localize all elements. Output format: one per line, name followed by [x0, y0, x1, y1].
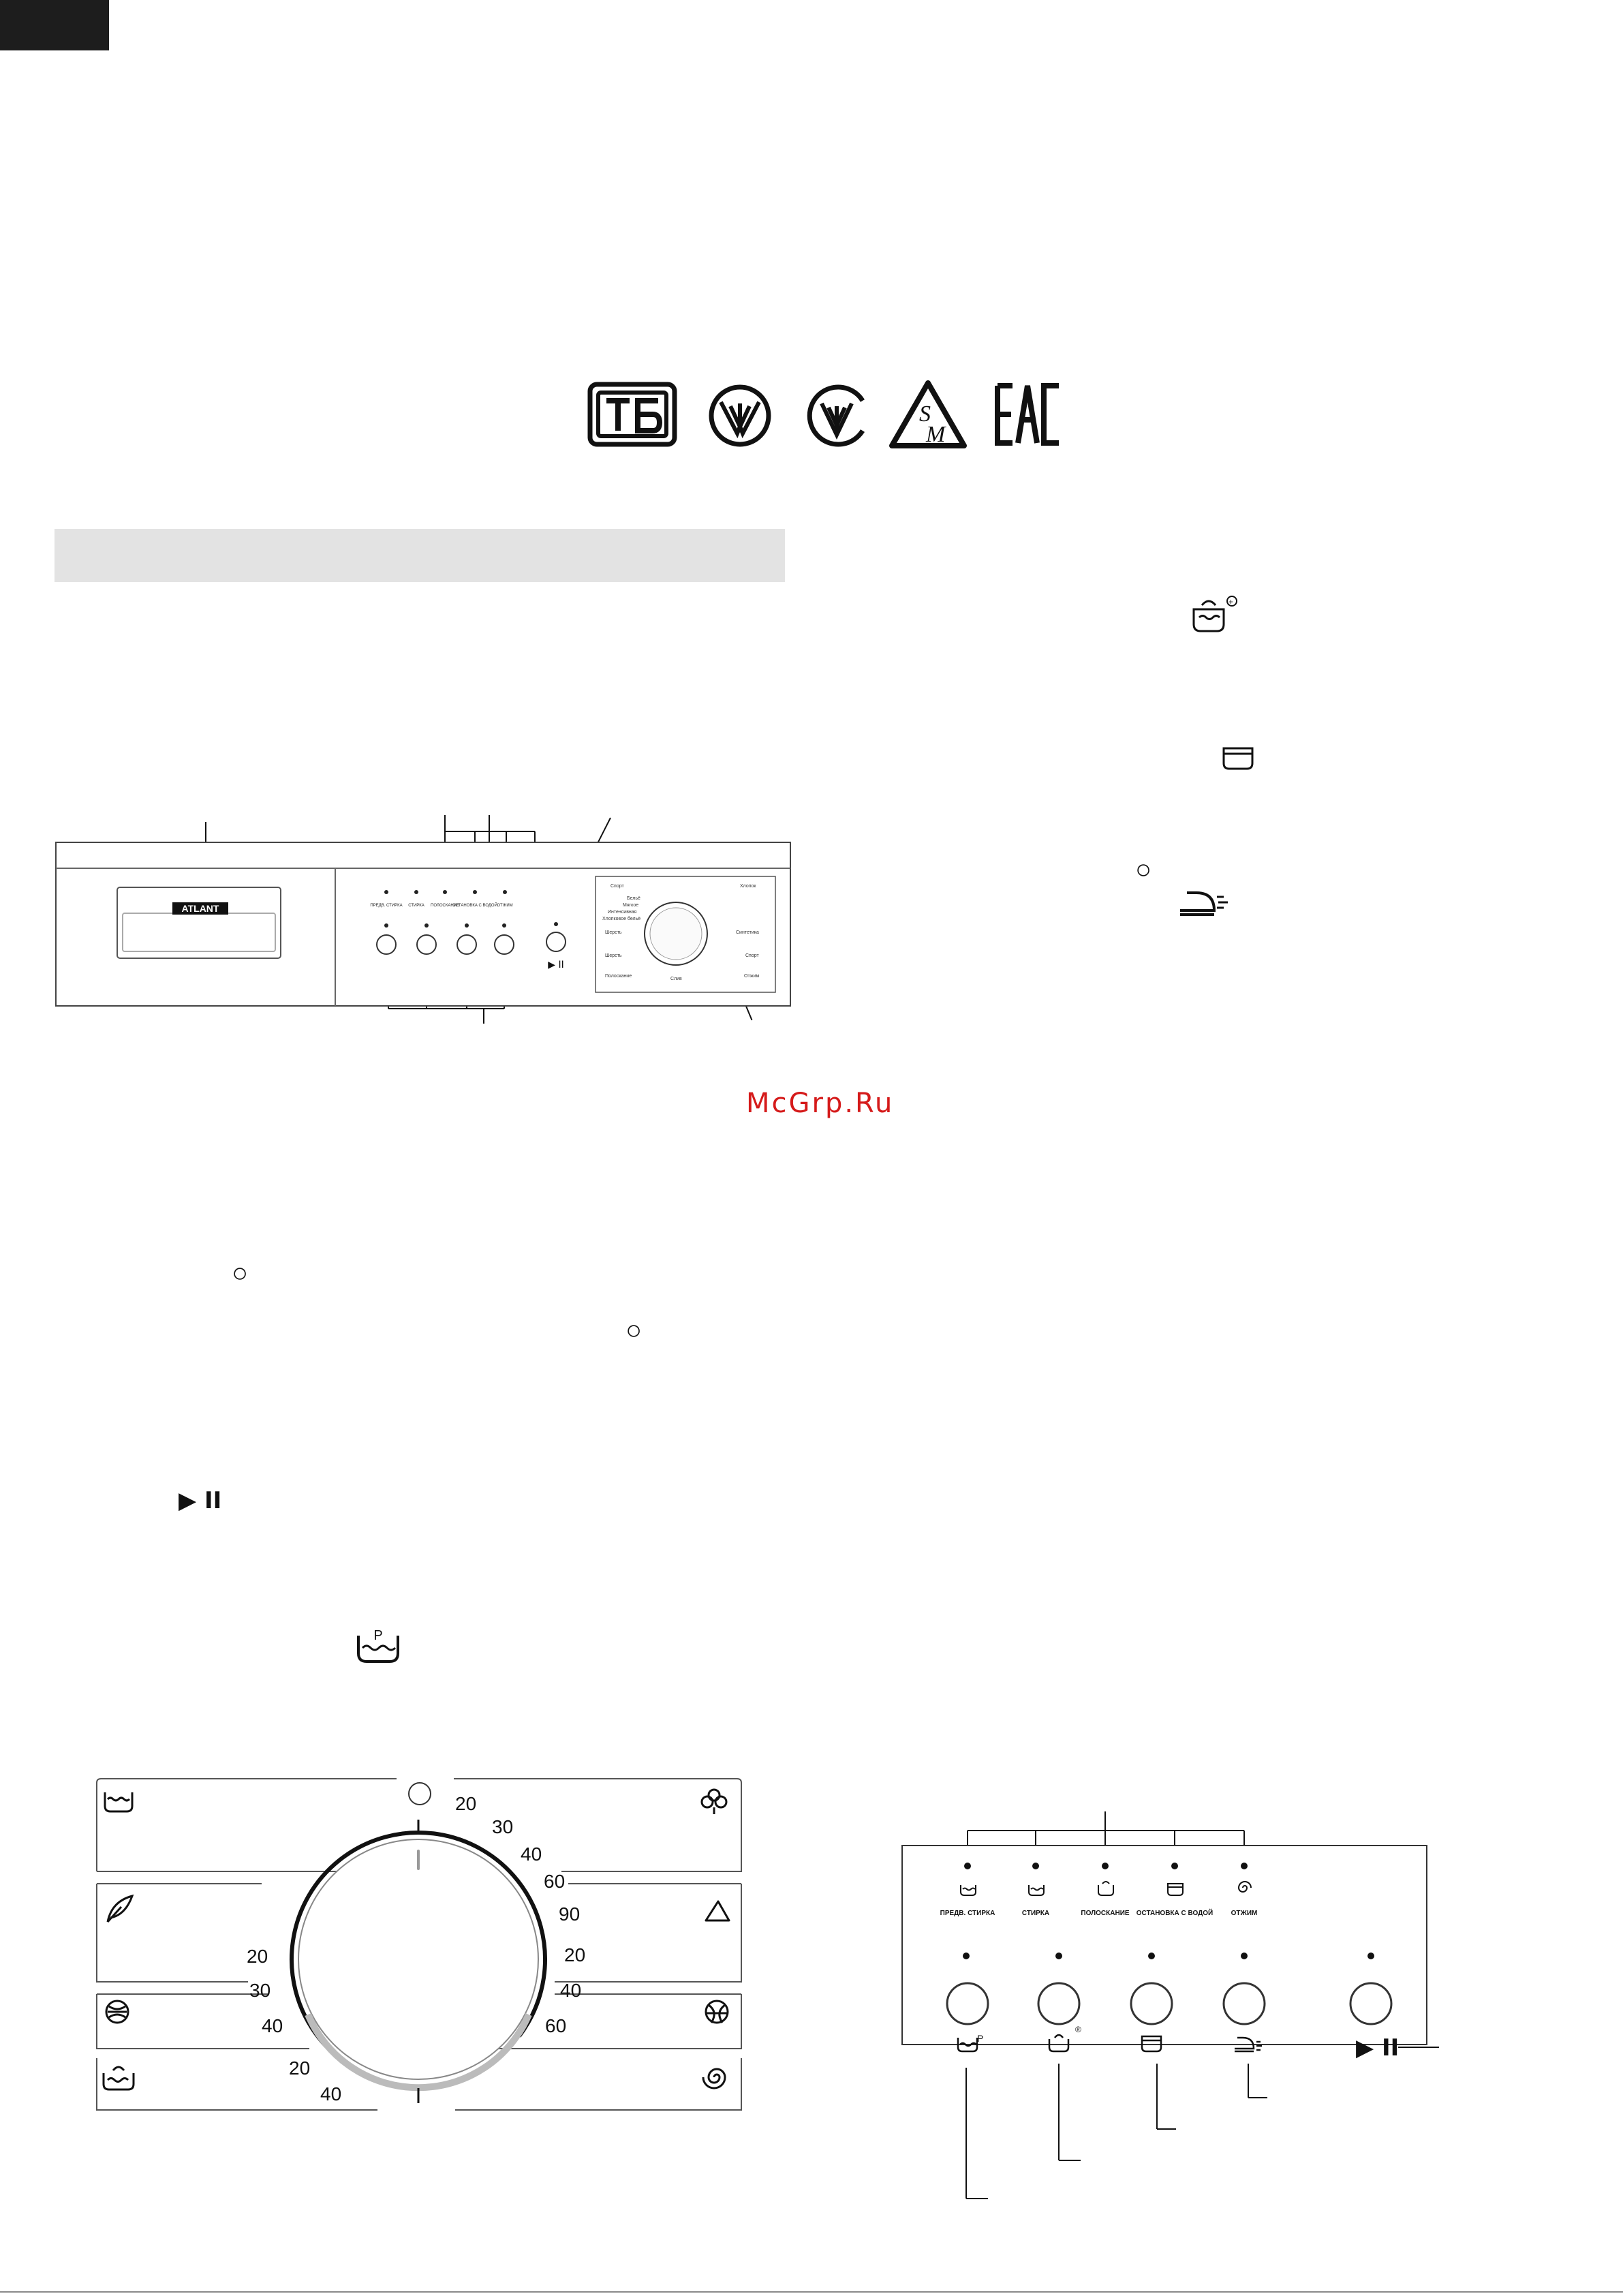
mini-dial-label: Слив [670, 977, 682, 981]
mini-dial-label: Хлопковое бельё [602, 917, 641, 921]
front-panel-diagram [55, 811, 797, 1043]
temp-label: 20 [564, 1944, 586, 1965]
spin-button[interactable] [1224, 1983, 1265, 2024]
eac-mark-icon [993, 382, 1062, 447]
play-pause-symbol: ▶ II [179, 1487, 222, 1514]
svg-text:S: S [919, 401, 931, 427]
sport-ball-icon [706, 2001, 728, 2023]
plus-mark: + [1228, 597, 1234, 607]
bottom-rule [0, 2291, 1623, 2293]
program-dial-diagram [91, 1769, 759, 2205]
wool-icon [106, 2001, 128, 2023]
temp-label: 90 [559, 1903, 581, 1925]
temp-label: 40 [521, 1843, 542, 1865]
rinse-icon [104, 2067, 134, 2090]
prewash-button[interactable] [377, 935, 396, 954]
section-header-bar [55, 529, 785, 582]
temp-label: 20 [455, 1793, 477, 1814]
label-water-stop: ОСТАНОВКА С ВОДОЙ [1136, 1910, 1214, 1917]
mini-dial-label: Интенсивная [608, 910, 637, 915]
label-rinse: ПОЛОСКАНИЕ [1081, 1910, 1130, 1917]
start-pause-symbol: ▶ II [1356, 2034, 1400, 2062]
start-pause-button[interactable] [546, 932, 566, 951]
panel-delicate-frame [97, 1884, 262, 1982]
temp-label: 60 [545, 2015, 567, 2036]
temp-label: 20 [247, 1946, 268, 1967]
spin-button[interactable] [495, 935, 514, 954]
dial-indicator-led [409, 1783, 431, 1805]
mini-dial-label: Спорт [745, 953, 759, 958]
water-stop-button[interactable] [457, 935, 476, 954]
temp-label: 30 [249, 1980, 271, 2001]
circle-marker: ○ [232, 1258, 249, 1288]
ukraine-conformity-mark-icon [706, 383, 774, 448]
mini-dial-label: Бельё [627, 896, 640, 901]
temp-label: 40 [560, 1980, 582, 2001]
prewash-button[interactable] [947, 1983, 988, 2024]
smm-mark-icon [888, 379, 968, 450]
mini-dial-label: Полоскание [605, 974, 632, 979]
water-stop-button[interactable] [1131, 1983, 1172, 2024]
control-panel-diagram [901, 1809, 1446, 2204]
mini-dial-label: Мягкое [623, 903, 639, 908]
mini-dial-label: Отжим [744, 974, 760, 979]
ctb-mark-icon [587, 382, 677, 447]
temp-label: 30 [492, 1816, 514, 1837]
mini-label-prewash: ПРЕДВ. СТИРКА [370, 904, 403, 908]
label-prewash: ПРЕДВ. СТИРКА [940, 1910, 995, 1917]
mini-label-rinse: ПОЛОСКАНИЕ [431, 904, 459, 908]
mini-label-spin: ОТЖИМ [497, 904, 513, 908]
mini-dial-label: Спорт [610, 884, 624, 889]
start-pause-symbol: ▶ II [548, 960, 564, 970]
svg-text:M: M [926, 422, 946, 447]
prewash-letter: P [373, 1628, 383, 1643]
mini-dial-label: Хлопок [740, 884, 756, 889]
temp-label: 20 [289, 2057, 311, 2079]
mini-label-wash: СТИРКА [408, 904, 424, 908]
mini-dial-label: Шерсть [605, 953, 622, 958]
registered-mark: ® [1075, 2025, 1081, 2034]
circle-marker: ○ [625, 1315, 643, 1345]
temp-label: 40 [320, 2083, 342, 2104]
prewash-button-letter: P [977, 2033, 984, 2044]
temp-label: 60 [544, 1871, 566, 1892]
spin-iron-icon [1177, 883, 1229, 917]
page-tab [0, 0, 109, 50]
watermark: McGrp.Ru [746, 1088, 895, 1119]
mini-dial-label: Шерсть [605, 930, 622, 935]
program-knob[interactable] [298, 1839, 538, 2079]
brand-label: ATLANT [181, 903, 219, 914]
panel-synthetics-frame [555, 1884, 741, 1982]
water-stop-icon [1221, 746, 1255, 771]
panel-spin-frame [455, 2058, 741, 2110]
wash-tub-icon [105, 1792, 132, 1811]
ukraine-conformity-mark-c-icon [804, 383, 872, 448]
start-pause-button[interactable] [1350, 1983, 1391, 2024]
temp-label: 40 [262, 2015, 283, 2036]
panel-wash-frame [97, 1779, 397, 1871]
spin-spiral-icon [703, 2069, 725, 2088]
intensive-rinse-icon [1191, 594, 1239, 635]
feather-icon [108, 1896, 132, 1922]
label-wash: СТИРКА [1021, 1910, 1050, 1917]
synthetics-icon [706, 1901, 729, 1920]
mini-label-water-stop: ОСТАНОВКА С ВОДОЙ [452, 904, 497, 908]
intensive-rinse-button[interactable] [417, 935, 436, 954]
label-spin: ОТЖИМ [1231, 1910, 1258, 1917]
prewash-icon [356, 1626, 401, 1664]
intensive-rinse-button[interactable] [1038, 1983, 1079, 2024]
circle-marker: ○ [1135, 855, 1152, 885]
cotton-flower-icon [702, 1790, 726, 1814]
mini-dial-label: Синтетика [736, 930, 759, 935]
